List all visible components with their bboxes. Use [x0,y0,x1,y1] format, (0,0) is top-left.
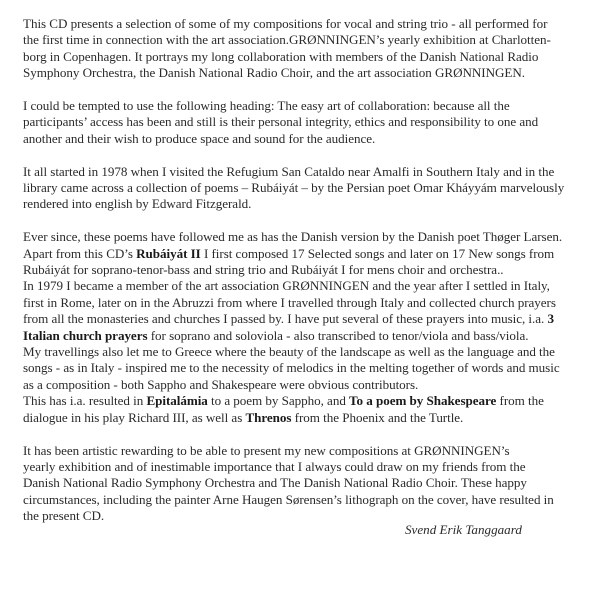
work-title-epitalamia: Epitalámia [146,393,208,409]
work-title-rubaiyat-ii: Rubáiyát II [136,245,201,261]
work-title-3-italian-church-prayers: 3 [547,311,554,327]
text-fragment: I first composed 17 Selected songs and later on 17 New songs from [200,245,555,261]
work-title-italian-church-prayers: Italian church prayers [23,327,148,343]
text-line: borg in Copenhagen. It portrays my long collaboration with members of the Danish National Radio [23,48,539,64]
text-line: as a composition - both Sappho and Shakespeare were obvious contributors. [23,376,419,392]
work-title-threnos: Threnos [245,409,292,425]
text-line: circumstances, including the painter Arne Haugen Sørensen’s lithograph on the cover, have resulted in [23,491,554,507]
text-line: Ever since, these poems have followed me as has the Danish version by the Danish poet Thøger Larsen. [23,229,563,245]
text-line: I could be tempted to use the following heading: The easy art of collaboration: because all the [23,98,510,114]
text-fragment: from the [496,393,544,409]
paragraph-1978 [23,164,583,213]
paragraph-works [23,229,583,426]
text-line: It has been artistic rewarding to be able to present my new compositions at GRØNNINGEN’s [23,442,510,458]
liner-notes-text [23,16,583,541]
text-line: It all started in 1978 when I visited the Refugium San Cataldo near Amalfi in Southern Italy and in the [23,163,555,179]
text-line [23,393,583,409]
paragraph-closing [23,443,583,525]
text-line: first in Rome, later on in the Abruzzi from where I travelled through Italy and collected church prayers [23,294,556,310]
text-fragment: Apart from this CD’s [23,245,137,261]
text-fragment: This has i.a. resulted in [23,393,147,409]
text-line: the first time in connection with the art association.GRØNNINGEN’s yearly exhibition at Charlotten- [23,32,551,48]
text-line: In 1979 I became a member of the art association GRØNNINGEN and the year after I settled in Italy, [23,278,550,294]
text-fragment: from the Phoenix and the Turtle. [291,409,464,425]
text-fragment: from all the monasteries and churches I passed by. I have put several of these prayers into music, i.a. [23,311,548,327]
paragraph-collaboration [23,98,583,147]
paragraph-intro [23,16,583,82]
text-line [23,410,583,426]
text-line: another and their wish to produce space and sound for the audience. [23,130,376,146]
text-fragment: dialogue in his play Richard III, as well as [23,409,246,425]
text-line: participants’ access has been and still is their personal integrity, ethics and responsibility to one and [23,114,539,130]
text-line: This CD presents a selection of some of my compositions for vocal and string trio - all performed for [23,16,548,31]
text-fragment: for soprano and soloviola - also transcribed to tenor/viola and bass/viola. [147,327,529,343]
text-line: songs - as in Italy - inspired me to the necessity of melodics in the melting together of words and music [23,360,560,376]
text-line: rendered into english by Edward Fitzgerald. [23,196,252,212]
text-line: yearly exhibition and of inestimable importance that I always could draw on my friends from the [23,458,526,474]
text-line: My travellings also let me to Greece where the beauty of the landscape as well as the language and the [23,344,555,360]
author-signature: Svend Erik Tanggaard [405,522,522,537]
work-title-to-a-poem-by-shakespeare: To a poem by Shakespeare [349,393,497,409]
text-line: Symphony Orchestra, the Danish National Radio Choir, and the art association GRØNNINGEN. [23,65,525,81]
text-line: Danish National Radio Symphony Orchestra and The Danish National Radio Choir. These happy [23,475,527,491]
text-line: Rubáiyát for soprano-tenor-bass and string trio and Rubáiyát I for mens choir and orchestra.. [23,262,504,278]
text-line [23,311,583,327]
text-fragment: to a poem by Sappho, and [207,393,350,409]
text-line [23,246,583,262]
text-line: the present CD. [23,508,105,524]
text-line: library came across a collection of poems – Rubáiyát – by the Persian poet Omar Kháyyám marvelously [23,180,565,196]
text-line [23,328,583,344]
